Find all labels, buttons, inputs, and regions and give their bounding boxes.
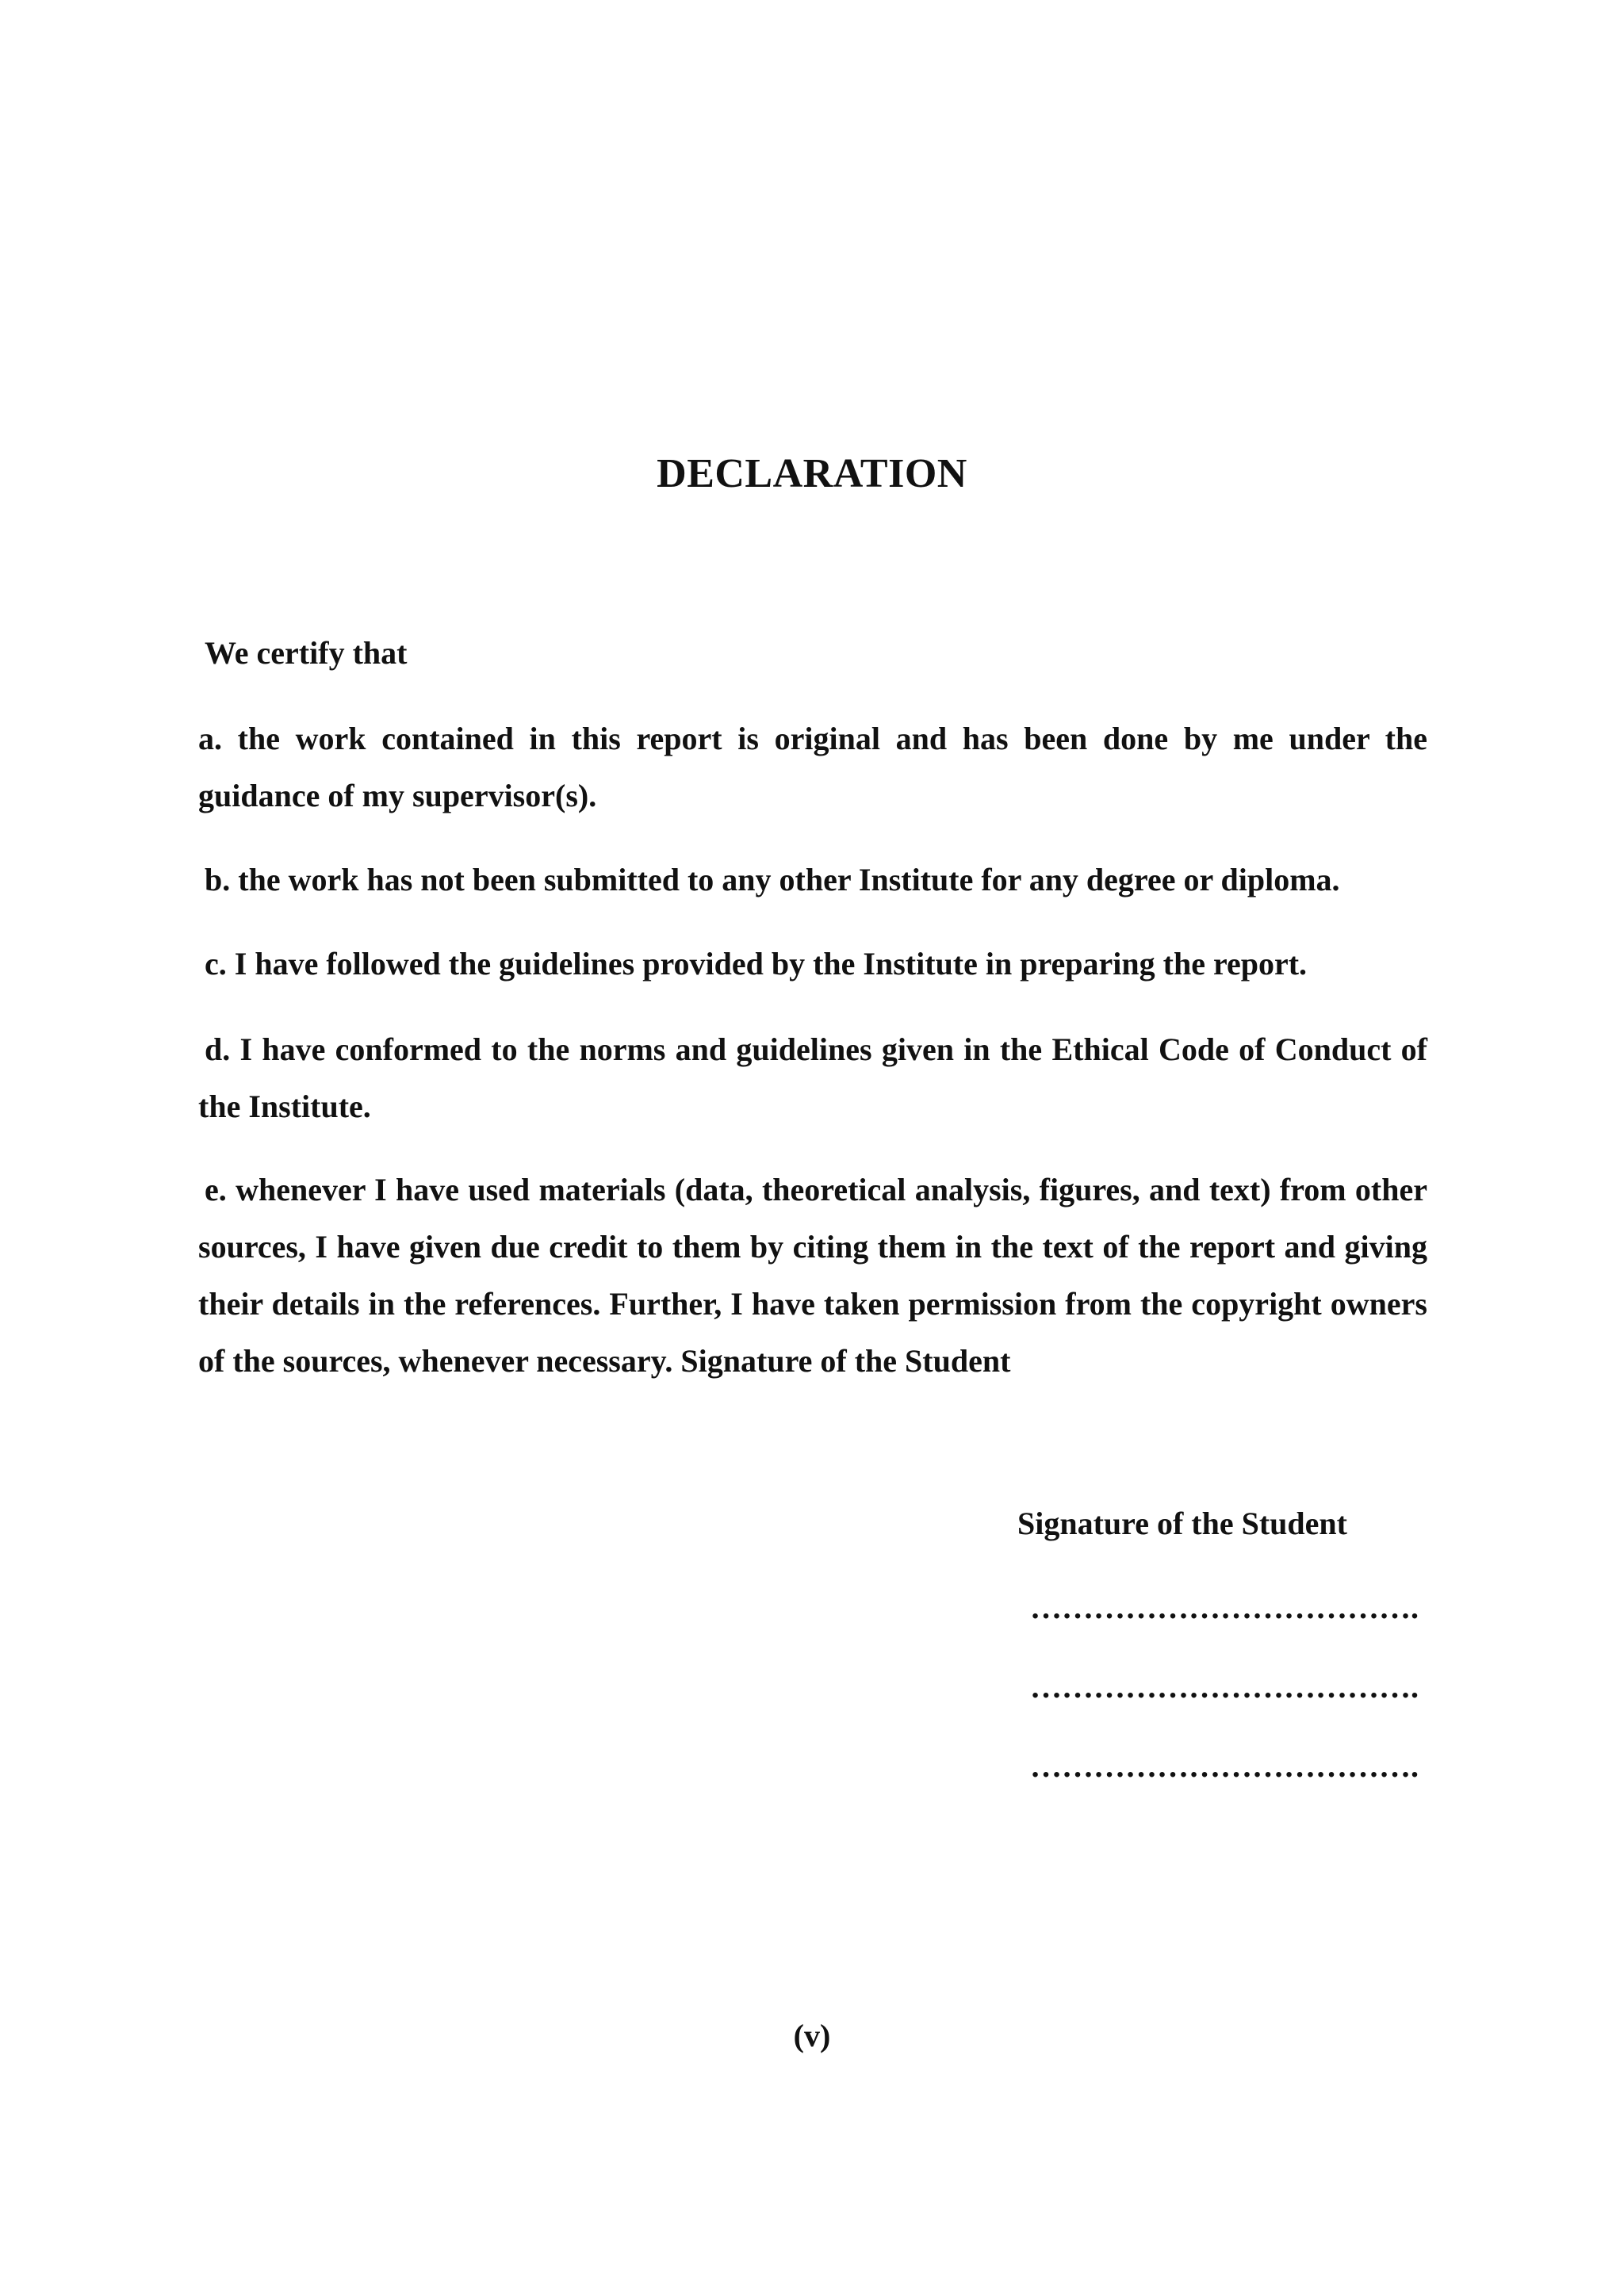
signature-line: ……………………………….: [1030, 1669, 1419, 1705]
declaration-item-d-text: d. I have conformed to the norms and guidelines given in the Ethical Code of Conduct of the Institute.: [198, 1031, 1427, 1124]
signature-label: Signature of the Student: [1017, 1506, 1347, 1541]
signature-line: ……………………………….: [1030, 1748, 1419, 1784]
page-title: DECLARATION: [657, 451, 967, 496]
declaration-item-e: [198, 1161, 1427, 1390]
declaration-item-c: c. I have followed the guidelines provided by the Institute in preparing the report.: [205, 946, 1308, 982]
page-number: (v): [793, 2018, 831, 2053]
signature-block: [1017, 1495, 1461, 1806]
declaration-item-e-text: e. whenever I have used materials (data, theoretical analysis, figures, and text) from other sources, I have given due credit to them by citing them in the text of the report and giving their details in the references. Further, I have taken permission from the copyright owners of the sources, whenever necessary. Signature of the Student: [198, 1172, 1427, 1379]
declaration-item-d: [198, 1021, 1427, 1135]
declaration-item-a: a. the work contained in this report is original and has been done by me under the guidance of my supervisor(s).: [198, 721, 1427, 813]
intro-text: We certify that: [205, 635, 408, 671]
signature-line: ……………………………….: [1030, 1590, 1419, 1625]
signature-lines: [1017, 1568, 1461, 1806]
declaration-item-b: b. the work has not been submitted to any other Institute for any degree or diploma.: [205, 862, 1340, 897]
